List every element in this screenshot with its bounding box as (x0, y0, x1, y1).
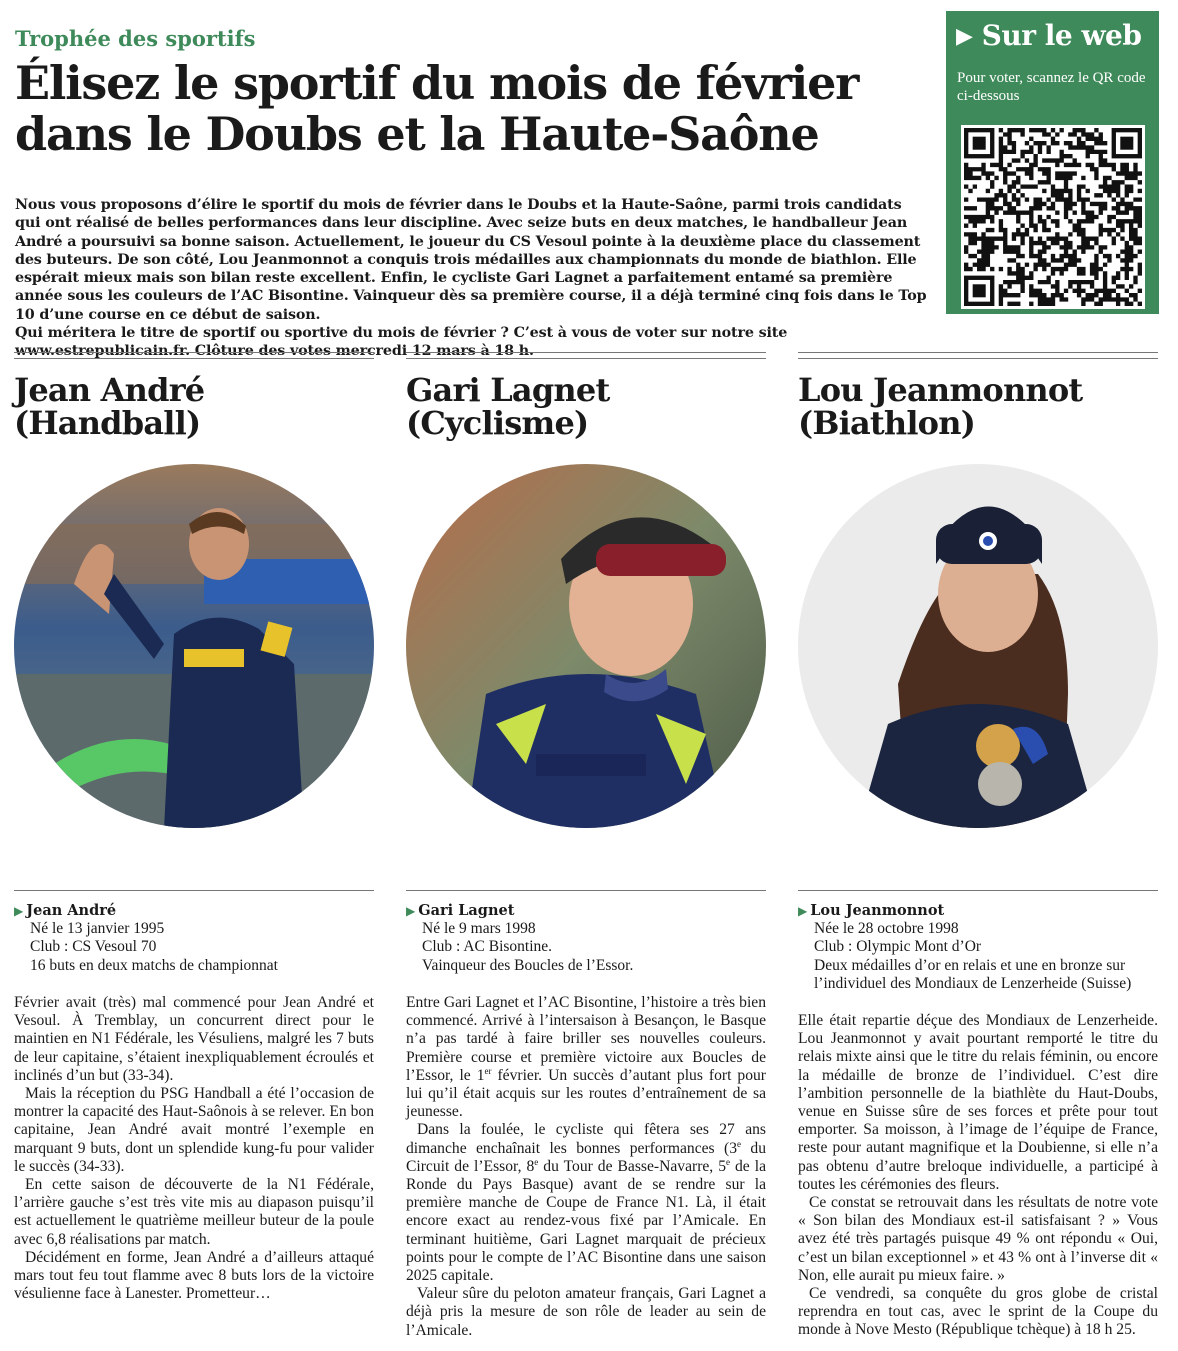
info-achievement: Deux médailles d’or en relais et une en bronze sur l’individuel des Mondiaux de Lenzerheide (Suisse) (814, 956, 1132, 993)
info-divider (406, 890, 766, 891)
info-birth: Né le 13 janvier 1995 (30, 920, 165, 937)
candidate-name (406, 371, 766, 442)
article-text: février. Un succès d’autant plus fort pour lui qu’il était acquis sur les routes d’entraînement de sa jeunesse. (406, 1066, 766, 1121)
column-divider (14, 352, 374, 359)
article-text: Dans la foulée, le cycliste qui fêtera ses 27 ans dimanche enchaînait les bonnes performances (3 (406, 1121, 766, 1157)
article-text: du Circuit de l’Essor, 8 (406, 1139, 766, 1175)
web-box-title (956, 19, 1141, 52)
info-name (14, 902, 374, 920)
qr-code[interactable] (961, 125, 1145, 309)
article-paragraph (406, 1121, 766, 1285)
biathlete-photo (798, 464, 1158, 829)
ordinal-suffix: e (737, 1138, 741, 1149)
candidate-article (798, 1012, 1158, 1340)
candidate-column-jean-andre (14, 352, 374, 1303)
article-paragraph: Ce vendredi, sa conquête du gros globe de cristal reprendra en tout cas, avec le sprint de la Coupe du monde à Nove Mesto (République tchèque) à 18 h 25. (798, 1285, 1158, 1339)
page-title (15, 58, 915, 160)
qr-code-image (961, 125, 1145, 309)
ordinal-suffix: er (484, 1065, 492, 1076)
info-club: Club : CS Vesoul 70 (30, 938, 157, 956)
article-paragraph: Elle était repartie déçue des Mondiaux de Lenzerheide. Lou Jeanmonnot y avait pourtant remporté le titre du relais mixte ainsi que le titre du relais féminin, ou encore la médaille de bronze de l’individuel. C’est dire l’ambition personnelle de la biathlète du Haut-Doubs, venue en Suisse sûre de ses forces et prête pour tout emporter. Sa moisson, à l’image de l’équipe de France, reste pour autant magnifique et la Doubienne, si elle n’a pas obtenu d’autre breloque individuelle, a participé à toutes les cérémonies des fleurs. (798, 1012, 1158, 1193)
ordinal-suffix: e (726, 1156, 731, 1167)
candidate-sport: (Biathlon) (798, 404, 976, 442)
web-box (946, 11, 1159, 314)
info-achievement: Vainqueur des Boucles de l’Essor. (422, 956, 634, 974)
article-paragraph: Ce constat se retrouvait dans les résultats de notre vote « Son bilan des Mondiaux est-il satisfaisant ? » Vous avez été très partagés puisque 49 % ont répondu « Oui, c’est un bilan exceptionnel » et 43 % ont à l’inverse dit « Non, elle aurait pu mieux faire. » (798, 1194, 1158, 1284)
info-name-text: Jean André (26, 902, 117, 919)
article-paragraph: Valeur sûre du peloton amateur français, Gari Lagnet a déjà pris la mesure de son rôle de leader au sein de l’Amicale. (406, 1285, 766, 1339)
article-paragraph (406, 994, 766, 1121)
intro-paragraph: Nous vous proposons d’élire le sportif du mois de février dans le Doubs et la Haute-Saône, parmi trois candidats qui ont réalisé de belles performances dans leur discipline. Avec seize buts en deux matches, le handballeur Jean André a poursuivi sa bonne saison. Actuellement, le joueur du CS Vesoul pointe à la deuxième place du classement des buteurs. De son côté, Lou Jeanmonnot a conquis trois médailles aux championnats du monde de biathlon. Elle espérait mieux mais son bilan reste excellent. Enfin, le cycliste Gari Lagnet a parfaitement entamé sa première année sous les couleurs de l’AC Bisontine. Vainqueur dès sa première course, il a déjà terminé cinq fois dans le Top 10 d’une course en ce début de saison. (15, 197, 927, 323)
info-club: Club : Olympic Mont d’Or (814, 938, 982, 956)
info-divider (798, 890, 1158, 891)
candidate-name-line1: Jean André (14, 371, 205, 409)
candidate-name (798, 371, 1158, 442)
candidate-name (14, 371, 374, 442)
candidate-photo (406, 464, 766, 829)
cyclist-photo (406, 464, 766, 829)
section-kicker: Trophée des sportifs (15, 26, 256, 51)
article-paragraph: En cette saison de découverte de la N1 Fédérale, l’arrière gauche s’est très vite mis au diapason puisqu’il est actuellement le quatrième meilleur buteur de la poule avec 6,8 réalisations par match. (14, 1176, 374, 1248)
column-divider (798, 352, 1158, 359)
qr-finder-pattern (973, 137, 986, 150)
info-club: Club : AC Bisontine. (422, 938, 553, 956)
article-paragraph: Décidément en forme, Jean André a d’ailleurs attaqué mars tout feu tout flamme avec 8 buts lors de la victoire vésulienne face à Lanester. Prometteur… (14, 1248, 374, 1303)
candidate-column-gari-lagnet (406, 352, 766, 1339)
play-triangle-icon: ▶ (14, 904, 24, 918)
web-box-title-text: Sur le web (981, 19, 1142, 52)
article-text: du Tour de Basse-Navarre, 5 (538, 1157, 727, 1175)
handball-player-photo (14, 464, 374, 829)
info-name-text: Lou Jeanmonnot (810, 902, 945, 919)
article-text: de la Ronde du Pays Basque) avant de se rendre sur la première manche de Coupe de France N1. Là, il était encore exact au rendez-vous fixé par l’Amicale. En terminant huitième, Gari Lagnet marquait de précieux points pour le compte de l’AC Bisontine dans une saison 2025 capitale. (406, 1157, 766, 1285)
candidate-photo (798, 464, 1158, 829)
candidate-info (406, 890, 766, 975)
play-triangle-icon: ▶ (798, 904, 808, 918)
info-divider (14, 890, 374, 891)
intro-text (15, 196, 927, 361)
page-title-line2: dans le Doubs et la Haute-Saône (15, 107, 819, 161)
candidate-photo (14, 464, 374, 829)
ordinal-suffix: e (534, 1156, 539, 1167)
qr-finder-pattern (973, 284, 986, 297)
page-title-line1: Élisez le sportif du mois de février (15, 56, 859, 110)
candidate-info (14, 890, 374, 975)
candidate-article (406, 994, 766, 1340)
candidate-name-line1: Gari Lagnet (406, 371, 610, 409)
article-text: Entre Gari Lagnet et l’AC Bisontine, l’histoire a très bien commencé. Arrivé à l’intersaison à Besançon, le Basque n’a pas tardé à faire briller ses nouvelles couleurs. Première course et première victoire aux Boucles de l’Essor, le 1 (406, 994, 766, 1084)
info-birth: Née le 28 octobre 1998 (814, 920, 959, 937)
candidate-column-lou-jeanmonnot (798, 352, 1158, 1339)
candidate-article (14, 994, 374, 1303)
candidate-sport: (Cyclisme) (406, 404, 589, 442)
article-paragraph: Février avait (très) mal commencé pour Jean André et Vesoul. À Tremblay, un concurrent direct pour le maintien en N1 Fédérale, les Vésuliens, malgré les 7 buts de leur capitaine, s’étaient inexpliquablement écroulés et inclinés d’un but (33-34). (14, 994, 374, 1084)
info-name-text: Gari Lagnet (418, 902, 515, 919)
candidate-sport: (Handball) (14, 404, 201, 442)
column-divider (406, 352, 766, 359)
article-paragraph: Mais la réception du PSG Handball a été l’occasion de montrer la capacité des Haut-Saônois à se relever. En bon capitaine, Jean André avait montré l’exemple en marquant 9 buts, dont un splendide kung-fu pour valider le succès (34-33). (14, 1085, 374, 1175)
web-box-text: Pour voter, scannez le QR code ci-dessous (957, 70, 1146, 104)
play-triangle-icon: ▶ (956, 23, 973, 49)
info-achievement: 16 buts en deux matchs de championnat (30, 956, 278, 974)
play-triangle-icon: ▶ (406, 904, 416, 918)
intro-paragraph-vote: Qui méritera le titre de sportif ou sportive du mois de février ? C’est à vous de voter sur notre site www.estrepublicain.fr. Clôture des votes mercredi 12 mars à 18 h. (15, 325, 788, 360)
candidate-info (798, 890, 1158, 994)
info-name (406, 902, 766, 920)
candidate-name-line1: Lou Jeanmonnot (798, 371, 1083, 409)
qr-finder-pattern (1120, 137, 1133, 150)
info-name (798, 902, 1158, 920)
info-birth: Né le 9 mars 1998 (422, 920, 536, 937)
